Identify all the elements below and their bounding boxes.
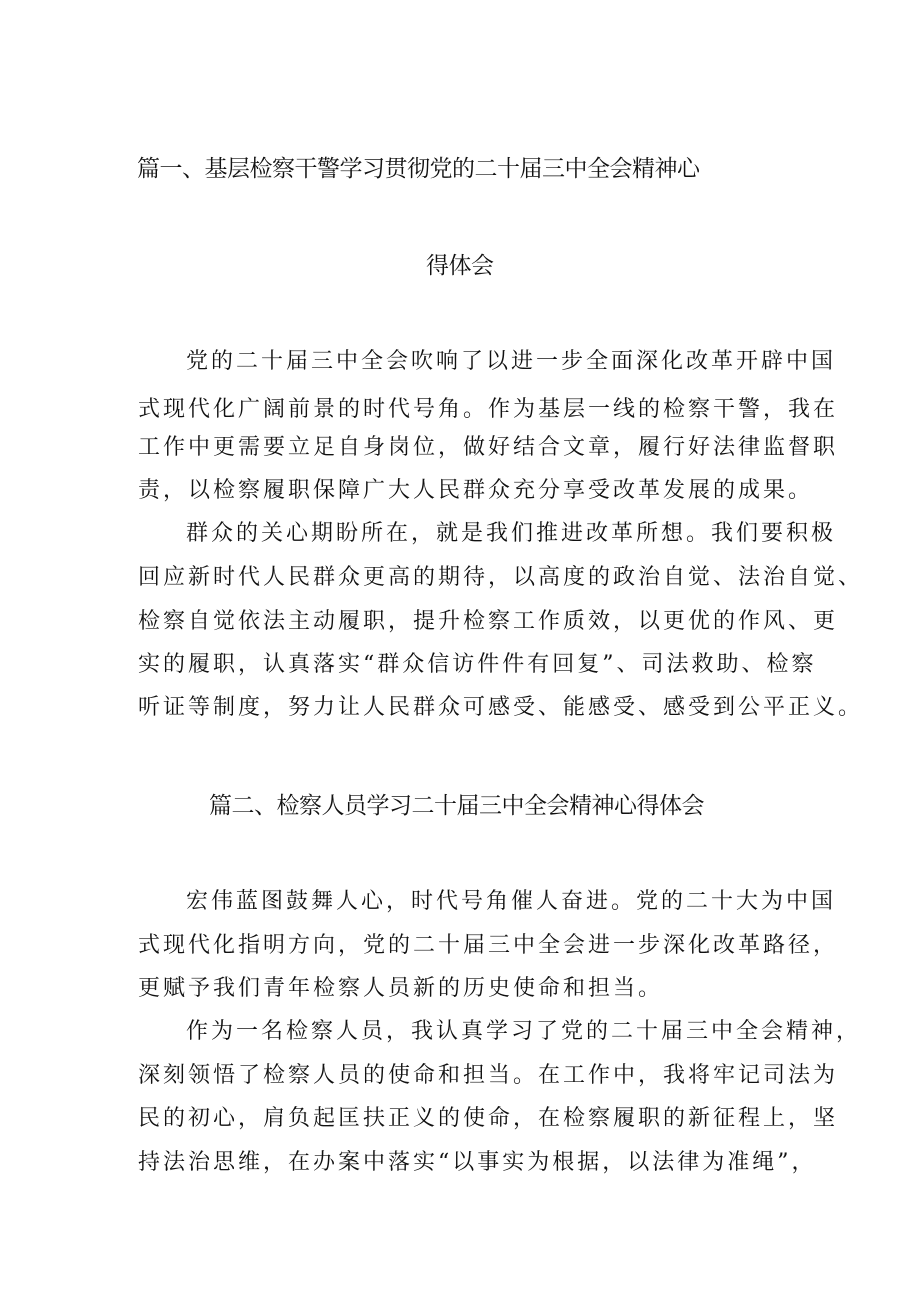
section1-p1-line2: 式现代化广阔前景的时代号角。作为基层一线的检察干警，我在 bbox=[138, 397, 839, 422]
section1-p1-line1: 党的二十届三中全会吹响了以进一步全面深化改革开辟中国 bbox=[186, 349, 837, 374]
section1-p2-line1: 群众的关心期盼所在，就是我们推进改革所想。我们要积极 bbox=[186, 521, 837, 546]
section1-p1-line4: 责，以检察履职保障广大人民群众充分享受改革发展的成果。 bbox=[138, 478, 814, 503]
section2-p1-line3: 更赋予我们青年检察人员新的历史使命和担当。 bbox=[138, 976, 664, 1001]
section2-p2-line4: 持法治思维，在办案中落实“以事实为根据，以法律为准绳”， bbox=[138, 1150, 817, 1175]
section1-p1-line3: 工作中更需要立足自身岗位，做好结合文章，履行好法律监督职 bbox=[138, 435, 839, 460]
section1-p2-line5: 听证等制度，努力让人民群众可感受、能感受、感受到公平正义。 bbox=[138, 695, 864, 720]
section1-title-line1: 篇一、基层检察干警学习贯彻党的二十届三中全会精神心 bbox=[137, 156, 700, 182]
section1-p2-line2: 回应新时代人民群众更高的期待，以高度的政治自觉、法治自觉、 bbox=[138, 565, 864, 590]
section2-p1-line1: 宏伟蓝图鼓舞人心，时代号角催人奋进。党的二十大为中国 bbox=[186, 889, 837, 914]
section1-p2-line3: 检察自觉依法主动履职，提升检察工作质效，以更优的作风、更 bbox=[138, 609, 839, 634]
section2-p2-line3: 民的初心，肩负起匡扶正义的使命，在检察履职的新征程上，坚 bbox=[138, 1106, 839, 1131]
section2-title: 篇二、检察人员学习二十届三中全会精神心得体会 bbox=[209, 793, 704, 819]
section2-p1-line2: 式现代化指明方向，党的二十届三中全会进一步深化改革路径， bbox=[138, 933, 839, 958]
section1-p2-line4: 实的履职，认真落实“群众信访件件有回复”、司法救助、检察 bbox=[138, 652, 817, 677]
section2-p2-line2: 深刻领悟了检察人员的使命和担当。在工作中，我将牢记司法为 bbox=[138, 1063, 839, 1088]
section1-title-line2: 得体会 bbox=[426, 253, 494, 279]
section2-p2-line1: 作为一名检察人员，我认真学习了党的二十届三中全会精神， bbox=[186, 1019, 862, 1044]
